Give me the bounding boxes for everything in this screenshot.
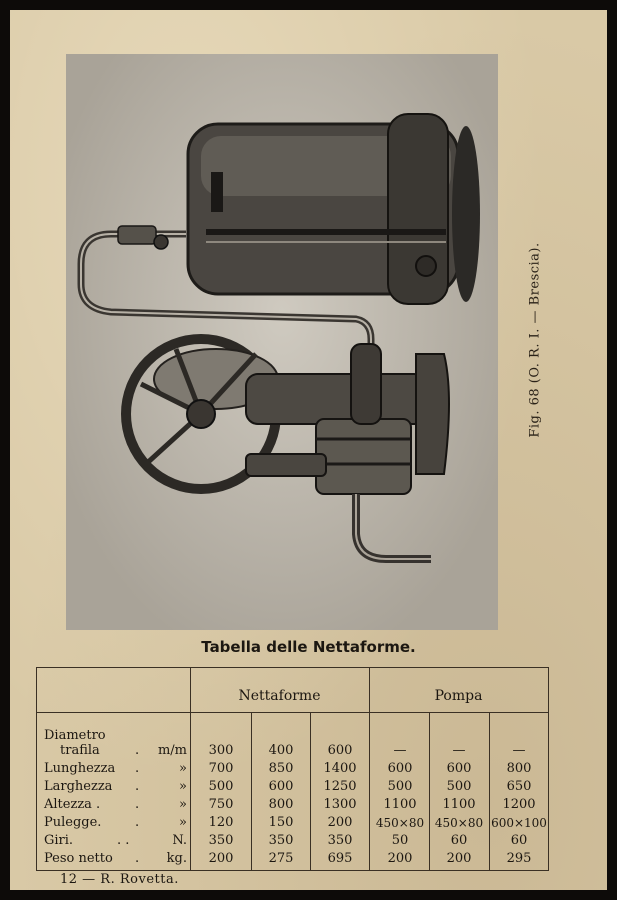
table-cell: 1100 xyxy=(442,797,476,812)
table-cell: 400 xyxy=(268,743,294,758)
row-unit: » xyxy=(179,797,187,812)
book-page xyxy=(10,10,607,890)
row-unit: kg. xyxy=(166,851,187,866)
table-title: Tabella delle Nettaforme. xyxy=(201,638,416,656)
steam-engine-pump-illustration xyxy=(66,54,498,630)
table-cell: 1300 xyxy=(323,797,357,812)
row-label: Altezza . xyxy=(44,797,101,812)
page-footer: 12 — R. Rovetta. xyxy=(60,872,179,887)
table-cell: 295 xyxy=(506,851,532,866)
table-cell: 700 xyxy=(208,761,234,776)
table-cell: 800 xyxy=(506,761,532,776)
row-label: Diametro xyxy=(44,728,106,743)
table-cell: 750 xyxy=(208,797,234,812)
table-cell: — xyxy=(512,743,526,758)
table-divider xyxy=(37,712,190,713)
table-cell: 60 xyxy=(510,833,528,848)
row-unit: m/m xyxy=(157,743,187,758)
table-cell: 1400 xyxy=(323,761,357,776)
table-cell: 120 xyxy=(208,815,234,830)
figure-caption: Fig. 68 (O. R. I. — Brescia). xyxy=(527,242,543,438)
row-leader-dots: . xyxy=(135,779,140,794)
table-cell: 300 xyxy=(208,743,234,758)
table-cell: 850 xyxy=(268,761,294,776)
table-cell: 600 xyxy=(446,761,472,776)
row-leader-dots: . xyxy=(135,761,140,776)
table-cell: 350 xyxy=(268,833,294,848)
row-unit: N. xyxy=(172,833,187,848)
table-cell: 695 xyxy=(327,851,353,866)
table-cell: 450×80 xyxy=(375,816,425,830)
row-label: Larghezza xyxy=(44,779,113,794)
table-cell: 1250 xyxy=(323,779,357,794)
specifications-table xyxy=(36,667,549,871)
row-label: trafila xyxy=(60,743,100,758)
table-cell: 200 xyxy=(327,815,353,830)
table-cell: 600 xyxy=(327,743,353,758)
table-cell: 50 xyxy=(391,833,409,848)
table-cell: 1100 xyxy=(383,797,417,812)
machine-illustration xyxy=(66,54,498,630)
table-cell: 60 xyxy=(450,833,468,848)
table-cell: 1200 xyxy=(502,797,536,812)
row-leader-dots: . xyxy=(135,851,140,866)
table-cell: 600×100 xyxy=(491,816,547,830)
header-nettaforme: Nettaforme xyxy=(238,688,321,704)
table-cell: 350 xyxy=(208,833,234,848)
row-leader-dots: . . xyxy=(117,833,130,848)
table-cell: 500 xyxy=(446,779,472,794)
row-unit: » xyxy=(179,779,187,794)
table-cell: 350 xyxy=(327,833,353,848)
row-leader-dots: . xyxy=(135,815,140,830)
table-divider xyxy=(190,712,548,713)
table-cell: 500 xyxy=(208,779,234,794)
header-pompa: Pompa xyxy=(434,688,483,704)
row-label: Peso netto xyxy=(44,851,113,866)
row-leader-dots: . xyxy=(135,797,140,812)
row-label: Giri. xyxy=(44,833,74,848)
row-label: Lunghezza xyxy=(44,761,116,776)
table-cell: 450×80 xyxy=(434,816,484,830)
row-label: Pulegge. xyxy=(44,815,102,830)
table-cell: — xyxy=(393,743,407,758)
table-cell: 600 xyxy=(268,779,294,794)
table-cell: 150 xyxy=(268,815,294,830)
table-cell: 275 xyxy=(268,851,294,866)
table-cell: — xyxy=(452,743,466,758)
table-cell: 800 xyxy=(268,797,294,812)
table-cell: 500 xyxy=(387,779,413,794)
row-leader-dots: . xyxy=(135,743,140,758)
table-cell: 600 xyxy=(387,761,413,776)
table-cell: 200 xyxy=(446,851,472,866)
table-cell: 650 xyxy=(506,779,532,794)
table-cell: 200 xyxy=(387,851,413,866)
table-cell: 200 xyxy=(208,851,234,866)
row-unit: » xyxy=(179,815,187,830)
row-unit: » xyxy=(179,761,187,776)
